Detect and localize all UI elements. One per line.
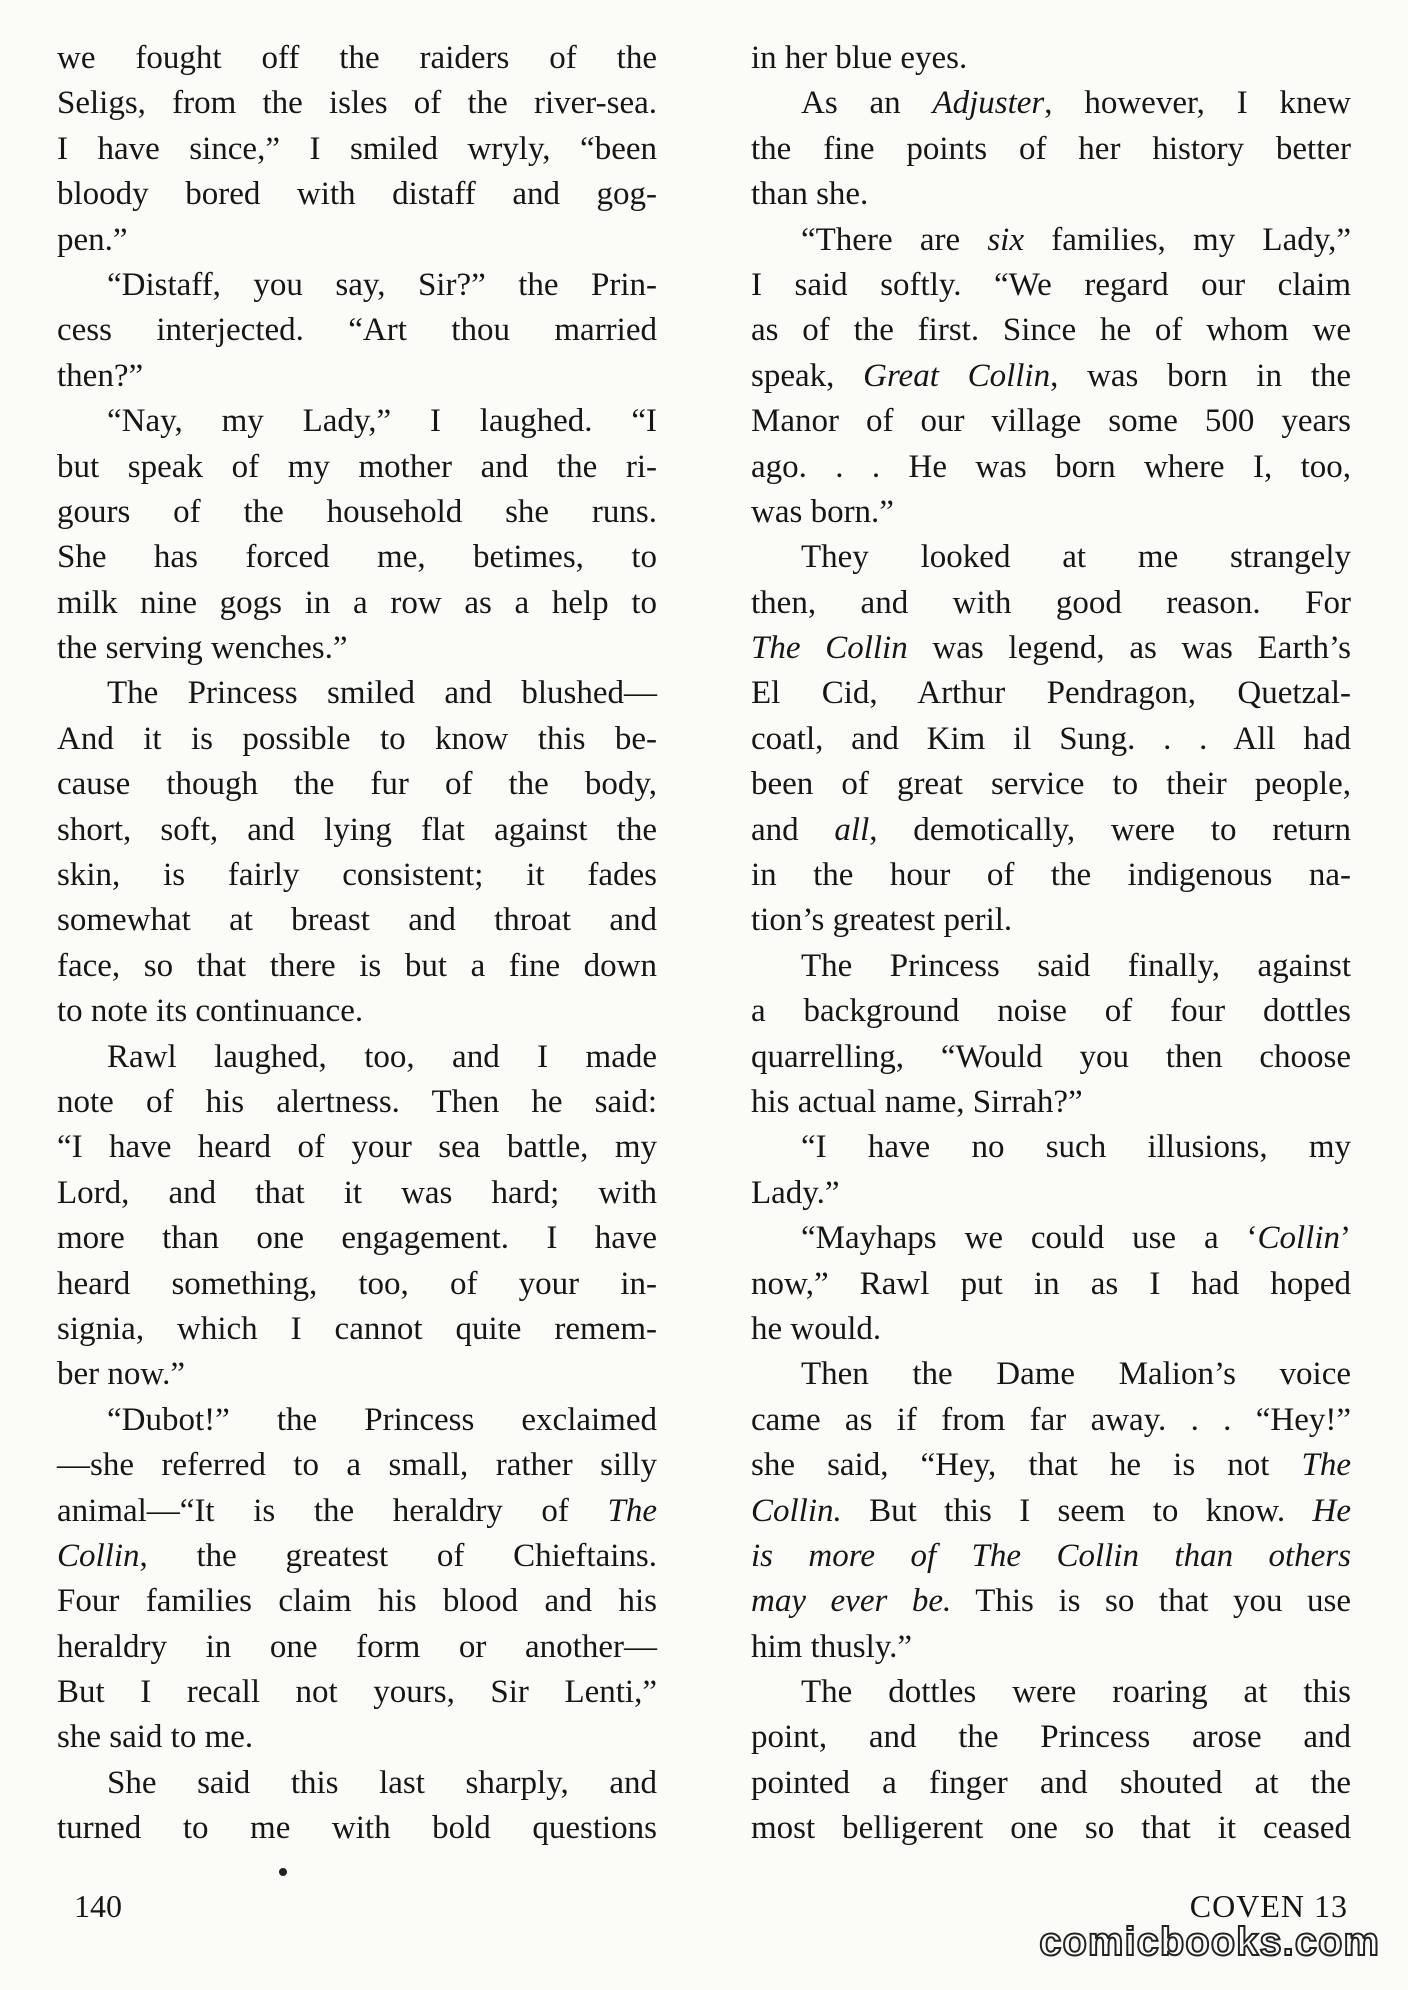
text-segment: the fine points of her history better	[751, 130, 1351, 167]
text-segment: a background noise of four dottles	[751, 993, 1351, 1030]
text-line	[57, 1443, 657, 1488]
text-segment: coatl, and Kim il Sung. . . All had	[751, 720, 1351, 757]
italic-text: may ever be.	[751, 1583, 952, 1620]
text-line	[57, 445, 657, 490]
text-segment: “I have no such illusions, my	[801, 1129, 1351, 1166]
text-line	[751, 535, 1351, 580]
text-line	[57, 1489, 657, 1534]
text-line	[57, 989, 657, 1034]
text-line	[751, 1715, 1351, 1760]
text-line	[751, 445, 1351, 490]
watermark: comicbooks.com	[1039, 1920, 1380, 1964]
text-segment: in the hour of the indigenous na-	[751, 857, 1351, 894]
text-segment: short, soft, and lying flat against the	[57, 811, 657, 848]
text-segment: And it is possible to know this be-	[57, 720, 657, 757]
text-segment: heraldry in one form or another—	[57, 1628, 657, 1665]
text-segment: now,” Rawl put in as I had hoped	[751, 1265, 1351, 1302]
text-segment: speak,	[751, 357, 864, 394]
text-segment: pointed a finger and shouted at the	[751, 1764, 1351, 1801]
text-line	[57, 81, 657, 126]
text-line	[751, 853, 1351, 898]
text-segment: , the greatest of Chieftains.	[139, 1537, 657, 1574]
italic-text: all	[834, 811, 870, 848]
text-line	[751, 626, 1351, 671]
text-line	[57, 354, 657, 399]
text-line	[57, 762, 657, 807]
text-segment: somewhat at breast and throat and	[57, 902, 657, 939]
text-line	[57, 399, 657, 444]
text-line	[751, 1534, 1351, 1579]
text-line	[57, 1262, 657, 1307]
text-line	[57, 218, 657, 263]
text-line	[751, 172, 1351, 217]
text-segment: skin, is fairly consistent; it fades	[57, 857, 657, 894]
text-segment: , was born in the	[1050, 357, 1352, 394]
running-head: COVEN 13	[1189, 1888, 1348, 1924]
text-line	[751, 354, 1351, 399]
text-segment: pen.”	[57, 221, 128, 258]
text-line	[751, 263, 1351, 308]
text-line	[57, 581, 657, 626]
text-segment: milk nine gogs in a row as a help to	[57, 584, 657, 621]
text-line	[57, 1761, 657, 1806]
text-line	[751, 1806, 1351, 1851]
text-line	[751, 1035, 1351, 1080]
text-segment: but speak of my mother and the ri-	[57, 448, 657, 485]
text-line	[751, 717, 1351, 762]
text-segment: the serving wenches.”	[57, 630, 348, 667]
text-segment: to note its continuance.	[57, 993, 364, 1030]
text-segment: ber now.”	[57, 1356, 185, 1393]
text-segment: as of the first. Since he of whom we	[751, 312, 1351, 349]
text-segment: was born.”	[751, 493, 894, 530]
text-segment: him thusly.”	[751, 1628, 913, 1665]
text-segment: “Dubot!” the Princess exclaimed	[107, 1401, 657, 1438]
text-line	[57, 1035, 657, 1080]
text-line	[751, 1307, 1351, 1352]
text-segment: ’	[1340, 1220, 1351, 1257]
text-segment: She has forced me, betimes, to	[57, 539, 657, 576]
text-segment: El Cid, Arthur Pendragon, Quetzal-	[751, 675, 1351, 712]
text-line	[751, 1080, 1351, 1125]
text-line	[751, 944, 1351, 989]
text-segment: quarrelling, “Would you then choose	[751, 1038, 1351, 1075]
text-line	[751, 1579, 1351, 1624]
text-line	[57, 853, 657, 898]
text-line	[57, 1579, 657, 1624]
text-segment: families, my Lady,”	[1024, 221, 1351, 258]
text-line	[57, 1171, 657, 1216]
text-line	[751, 490, 1351, 535]
text-segment: cause though the fur of the body,	[57, 766, 657, 803]
italic-text: Collin.	[751, 1492, 842, 1529]
text-line	[751, 1352, 1351, 1397]
text-segment: then, and with good reason. For	[751, 584, 1351, 621]
text-line	[751, 671, 1351, 716]
text-line	[751, 218, 1351, 263]
text-line	[57, 490, 657, 535]
text-segment: in her blue eyes.	[751, 40, 968, 76]
page-number: 140	[74, 1888, 122, 1924]
text-line	[751, 1670, 1351, 1715]
text-segment: They looked at me strangely	[801, 539, 1351, 576]
text-segment: I have since,” I smiled wryly, “been	[57, 130, 657, 167]
text-line	[57, 717, 657, 762]
text-segment: Manor of our village some 500 years	[751, 403, 1351, 440]
text-segment: I said softly. “We regard our claim	[751, 266, 1351, 303]
text-segment: The Princess said finally, against	[801, 947, 1351, 984]
text-line	[57, 1080, 657, 1125]
text-segment: heard something, too, of your in-	[57, 1265, 657, 1302]
text-segment: But I recall not yours, Sir Lenti,”	[57, 1674, 657, 1711]
text-line	[751, 1262, 1351, 1307]
text-line	[751, 1443, 1351, 1488]
text-segment: bloody bored with distaff and gog-	[57, 176, 657, 213]
text-line	[751, 1171, 1351, 1216]
text-segment: This is so that you use	[951, 1583, 1351, 1620]
text-segment: note of his alertness. Then he said:	[57, 1083, 657, 1120]
text-line	[57, 1625, 657, 1670]
italic-text: is more of The Collin than others	[751, 1537, 1351, 1574]
text-segment: gours of the household she runs.	[57, 493, 657, 530]
text-line	[751, 81, 1351, 126]
text-segment: was legend, as was Earth’s	[907, 630, 1351, 667]
text-segment: Four families claim his blood and his	[57, 1583, 657, 1620]
text-line	[751, 1489, 1351, 1534]
print-speck	[279, 1868, 287, 1876]
text-line	[57, 1307, 657, 1352]
italic-text: Collin	[57, 1537, 140, 1574]
text-line	[751, 127, 1351, 172]
text-line	[57, 1534, 657, 1579]
text-segment: “I have heard of your sea battle, my	[57, 1129, 657, 1166]
text-segment: “Distaff, you say, Sir?” the Prin-	[107, 266, 657, 303]
text-line	[57, 898, 657, 943]
text-segment: The Princess smiled and blushed—	[107, 675, 657, 712]
text-line	[57, 263, 657, 308]
text-segment: face, so that there is but a fine down	[57, 947, 657, 984]
text-segment: But this I seem to know.	[841, 1492, 1313, 1529]
text-segment: Then the Dame Malion’s voice	[801, 1356, 1351, 1393]
italic-text: He	[1312, 1492, 1351, 1529]
text-line	[57, 1352, 657, 1397]
text-segment: , demotically, were to return	[869, 811, 1351, 848]
text-segment: we fought off the raiders of the	[57, 40, 657, 76]
text-line	[57, 1715, 657, 1760]
text-segment: then?”	[57, 357, 144, 394]
text-segment: , however, I knew	[1044, 85, 1351, 122]
text-segment: most belligerent one so that it ceased	[751, 1810, 1351, 1847]
text-segment: she said to me.	[57, 1719, 254, 1756]
text-segment: She said this last sharply, and	[107, 1764, 657, 1801]
text-segment: signia, which I cannot quite remem-	[57, 1310, 657, 1347]
text-segment: Lady.”	[751, 1174, 840, 1211]
italic-text: Great Collin	[863, 357, 1051, 394]
text-segment: more than one engagement. I have	[57, 1220, 657, 1257]
text-line	[751, 808, 1351, 853]
text-segment: turned to me with bold questions	[57, 1810, 657, 1847]
text-line	[751, 762, 1351, 807]
text-segment: “Nay, my Lady,” I laughed. “I	[107, 403, 657, 440]
text-line	[57, 1670, 657, 1715]
text-segment: Lord, and that it was hard; with	[57, 1174, 657, 1211]
text-line	[751, 308, 1351, 353]
text-segment: he would.	[751, 1310, 882, 1347]
text-segment: The dottles were roaring at this	[801, 1674, 1351, 1711]
text-line	[57, 1398, 657, 1443]
text-segment: “There are	[801, 221, 988, 258]
text-line	[751, 1216, 1351, 1261]
text-segment: —she referred to a small, rather silly	[57, 1447, 657, 1484]
text-line	[57, 1806, 657, 1851]
text-segment: ago. . . He was born where I, too,	[751, 448, 1351, 485]
left-column	[57, 36, 657, 1852]
text-segment: tion’s greatest peril.	[751, 902, 1013, 939]
text-segment: Rawl laughed, too, and I made	[107, 1038, 657, 1075]
text-segment: cess interjected. “Art thou married	[57, 312, 657, 349]
italic-text: The Collin	[751, 630, 908, 667]
text-segment: As an	[801, 85, 933, 122]
text-line	[57, 36, 657, 81]
text-segment: his actual name, Sirrah?”	[751, 1083, 1083, 1120]
text-line	[751, 581, 1351, 626]
text-line	[57, 1125, 657, 1170]
text-line	[57, 671, 657, 716]
text-line	[751, 399, 1351, 444]
italic-text: The	[1301, 1447, 1351, 1484]
text-line	[57, 944, 657, 989]
right-column	[751, 36, 1351, 1852]
italic-text: Adjuster	[932, 85, 1045, 122]
text-line	[57, 308, 657, 353]
text-line	[751, 1761, 1351, 1806]
text-segment: been of great service to their people,	[751, 766, 1351, 803]
text-line	[57, 626, 657, 671]
text-segment: point, and the Princess arose and	[751, 1719, 1351, 1756]
text-segment: she said, “Hey, that he is not	[751, 1447, 1302, 1484]
text-segment: Seligs, from the isles of the river-sea.	[57, 85, 657, 122]
text-segment: “Mayhaps we could use a ‘	[801, 1220, 1258, 1257]
text-line	[751, 1125, 1351, 1170]
italic-text: The	[607, 1492, 657, 1529]
text-segment: than she.	[751, 176, 869, 213]
text-line	[57, 172, 657, 217]
text-line	[751, 898, 1351, 943]
text-line	[57, 535, 657, 580]
text-segment: and	[751, 811, 835, 848]
text-line	[751, 36, 1351, 81]
text-segment: came as if from far away. . . “Hey!”	[751, 1401, 1351, 1438]
text-line	[751, 989, 1351, 1034]
italic-text: six	[987, 221, 1025, 258]
text-line	[57, 1216, 657, 1261]
text-line	[57, 808, 657, 853]
text-line	[751, 1398, 1351, 1443]
text-segment: animal—“It is the heraldry of	[57, 1492, 608, 1529]
italic-text: Collin	[1257, 1220, 1340, 1257]
text-line	[57, 127, 657, 172]
text-line	[751, 1625, 1351, 1670]
